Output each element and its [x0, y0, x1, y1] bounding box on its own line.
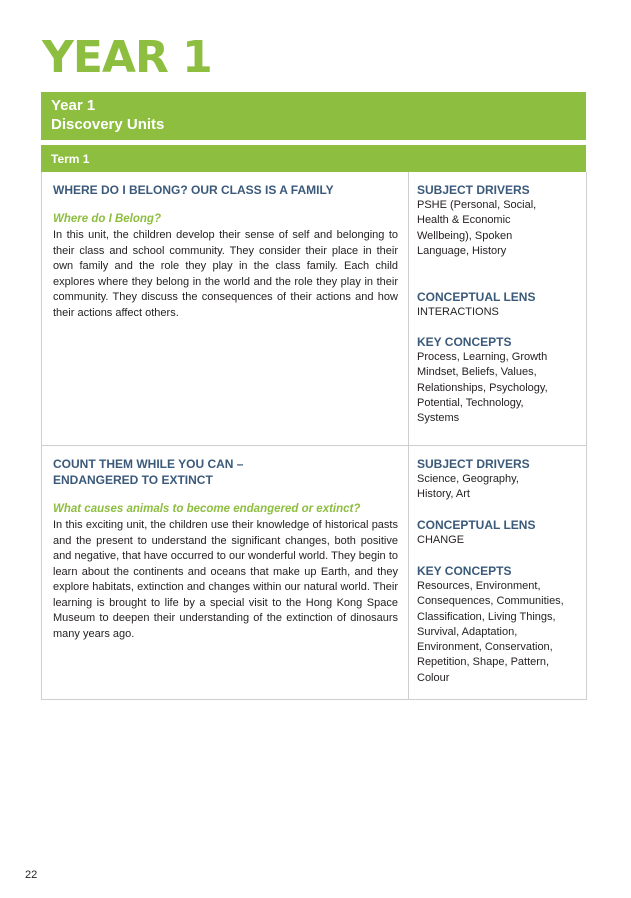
conceptual-lens-text: CHANGE [417, 534, 465, 546]
unit-question: What causes animals to become endangered or extinct? [53, 503, 361, 515]
row-divider [42, 445, 586, 446]
subject-drivers-text: Science, Geography, History, Art [417, 473, 519, 501]
subject-drivers-text: PSHE (Personal, Social, Health & Economic Wellbeing), Spoken Language, History [417, 199, 537, 257]
unit-title-line2: ENDANGERED TO EXTINCT [53, 473, 213, 487]
units-table [41, 172, 587, 700]
unit-description: In this unit, the children develop their sense of self and belonging to their class and school community. They consider their place in their own family and the role they play in the class family. Each child explores where they belong in the world and the role they play in their community. They discuss the consequences of their actions and how their actions affect others. [53, 229, 398, 319]
section-banner [41, 92, 586, 140]
key-concepts-heading: KEY CONCEPTS [417, 564, 512, 578]
banner-year-label: Year 1 [51, 97, 96, 114]
banner-subtitle: Discovery Units [51, 116, 165, 133]
conceptual-lens-heading: CONCEPTUAL LENS [417, 290, 536, 304]
conceptual-lens-heading: CONCEPTUAL LENS [417, 518, 536, 532]
subject-drivers-heading: SUBJECT DRIVERS [417, 183, 530, 197]
unit-title: WHERE DO I BELONG? OUR CLASS IS A FAMILY [53, 183, 334, 197]
key-concepts-text: Process, Learning, Growth Mindset, Beliefs, Values, Relationships, Psychology, Potential, Technology, Systems [417, 351, 548, 425]
column-divider [408, 172, 409, 699]
unit-description: In this exciting unit, the children use their knowledge of historical pasts and the present to understand the significant changes, both positive and negative, that have occurred to our wonderful world. They begin to learn about the continents and oceans that make up Earth, and they explore habitats, extinction and changes within our natural world. Their learning is brought to life by a special visit to the Hong Kong Space Museum to deepen their understanding of the extinction of dinosaurs many years ago. [53, 519, 398, 640]
page-title: YEAR 1 [42, 32, 212, 83]
conceptual-lens-text: INTERACTIONS [417, 306, 499, 318]
key-concepts-text: Resources, Environment, Consequences, Communities, Classification, Living Things, Survival, Adaptation, Environment, Conservation, Repetition, Shape, Pattern, Colour [417, 580, 564, 684]
page-number: 22 [25, 869, 38, 881]
term-label: Term 1 [51, 152, 90, 166]
key-concepts-heading: KEY CONCEPTS [417, 335, 512, 349]
unit-title-line1: COUNT THEM WHILE YOU CAN – [53, 457, 244, 471]
unit-question: Where do I Belong? [53, 213, 161, 225]
term-header [41, 145, 586, 172]
subject-drivers-heading: SUBJECT DRIVERS [417, 457, 530, 471]
unit-title [53, 456, 398, 488]
